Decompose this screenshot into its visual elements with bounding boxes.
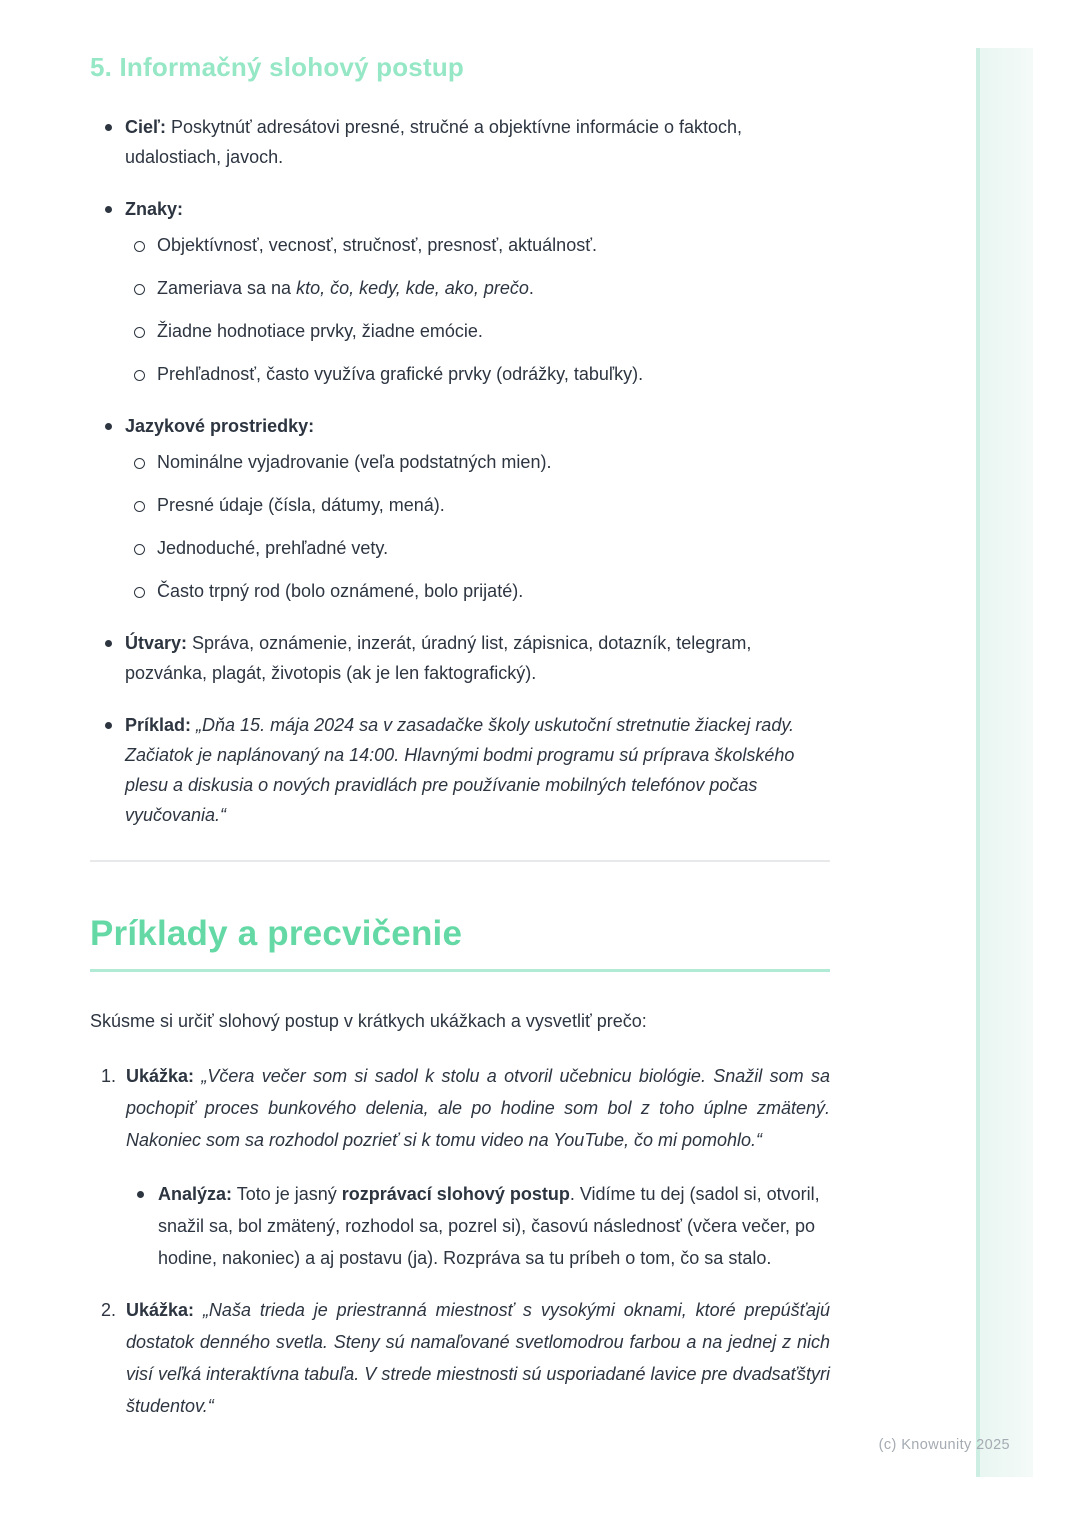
sub-text: . [528, 278, 534, 298]
section5-list [90, 112, 830, 830]
znaky-sublist [125, 230, 830, 389]
analysis-highlight: rozprávací slohový postup [341, 1184, 570, 1204]
item-label: Ukážka: [126, 1066, 195, 1086]
example-2-paragraph [126, 1294, 830, 1422]
sub-text: Často trpný rod (bolo oznámené, bolo prijaté). [157, 581, 524, 601]
sub-text: Jednoduché, prehľadné vety. [157, 538, 389, 558]
sub-text: Zameriava sa na [157, 278, 297, 298]
sub-item [125, 359, 830, 389]
sub-text: Objektívnosť, vecnosť, stručnosť, presnosť, aktuálnosť. [157, 235, 597, 255]
analysis-item [126, 1178, 830, 1274]
bullet-item-ciel [90, 112, 830, 172]
example-quote: „Včera večer som si sadol k stolu a otvoril učebnicu biológie. Snažil som sa pochopiť proces bunkového delenia, ale po hodine som bol z toho úplne zmätený. Nakoniec som sa rozhodol pozrieť si k tomu video na YouTube, čo mi pomohlo.“ [126, 1066, 830, 1150]
copyright-watermark: (c) Knowunity 2025 [878, 1437, 1010, 1453]
sub-text: Žiadne hodnotiace prvky, žiadne emócie. [157, 321, 483, 341]
examples-list [90, 1060, 830, 1422]
item-text: Poskytnúť adresátovi presné, stručné a objektívne informácie o faktoch, udalostiach, javoch. [125, 117, 743, 167]
bullet-item-priklad [90, 710, 830, 830]
analysis-text: Toto je jasný [232, 1184, 342, 1204]
item-text: Správa, oznámenie, inzerát, úradný list, zápisnica, dotazník, telegram, pozvánka, plagát, životopis (ak je len faktografický). [125, 633, 752, 683]
example-quote: „Naša trieda je priestranná miestnosť s vysokými oknami, ktoré prepúšťajú dostatok denného svetla. Steny sú namaľované svetlomodrou farbou a na jednej z nich visí veľká interaktívna tabuľa. V strede miestnosti sú usporiadané lavice pre dvadsaťštyri študentov.“ [126, 1300, 830, 1416]
item-label: Príklad: [125, 715, 192, 735]
sub-item [125, 490, 830, 520]
example-item-2 [90, 1294, 830, 1422]
sub-text: Prehľadnosť, často využíva grafické prvky (odrážky, tabuľky). [157, 364, 644, 384]
bullet-item-znaky [90, 194, 830, 389]
sub-text: Nominálne vyjadrovanie (veľa podstatných mien). [157, 452, 552, 472]
analysis-list [126, 1178, 830, 1274]
section5-heading: 5. Informačný slohový postup [90, 52, 464, 82]
item-label: Analýza: [158, 1184, 233, 1204]
document-content [90, 0, 830, 1422]
section-divider [90, 860, 830, 862]
analysis-text: . Vidíme tu dej (sadol si, otvoril, snažil sa, bol zmätený, rozhodol sa, pozrel si), časovú následnosť (včera večer, po hodine, nakoniec) a aj postavu (ja). Rozpráva sa tu príbeh o tom, čo sa stalo. [158, 1184, 820, 1268]
sub-text: Presné údaje (čísla, dátumy, mená). [157, 495, 445, 515]
item-label: Útvary: [125, 633, 188, 653]
jazykove-sublist [125, 447, 830, 606]
item-label: Ukážka: [126, 1300, 195, 1320]
example-1-paragraph [126, 1060, 830, 1156]
sub-item [125, 533, 830, 563]
sub-item [125, 447, 830, 477]
example-item-1 [90, 1060, 830, 1274]
item-label: Znaky: [125, 199, 184, 219]
item-label: Cieľ: [125, 117, 166, 137]
sub-text-italic: kto, čo, kedy, kde, ako, prečo [296, 278, 529, 298]
sub-item [125, 316, 830, 346]
item-label: Jazykové prostriedky: [125, 416, 315, 436]
example-quote: „Dňa 15. mája 2024 sa v zasadačke školy uskutoční stretnutie žiackej rady. Začiatok je naplánovaný na 14:00. Hlavnými bodmi programu sú príprava školského plesu a diskusia o nových pravidlách pre používanie mobilných telefónov počas vyučovania.“ [125, 715, 795, 825]
decorative-side-strip [976, 48, 1033, 1477]
practice-intro: Skúsme si určiť slohový postup v krátkych ukážkach a vysvetliť prečo: [90, 1011, 647, 1031]
sub-item [125, 273, 830, 303]
practice-heading: Príklady a precvičenie [90, 914, 830, 972]
bullet-item-utvary [90, 628, 830, 688]
sub-item [125, 576, 830, 606]
sub-item [125, 230, 830, 260]
bullet-item-jazykove-prostriedky [90, 411, 830, 606]
